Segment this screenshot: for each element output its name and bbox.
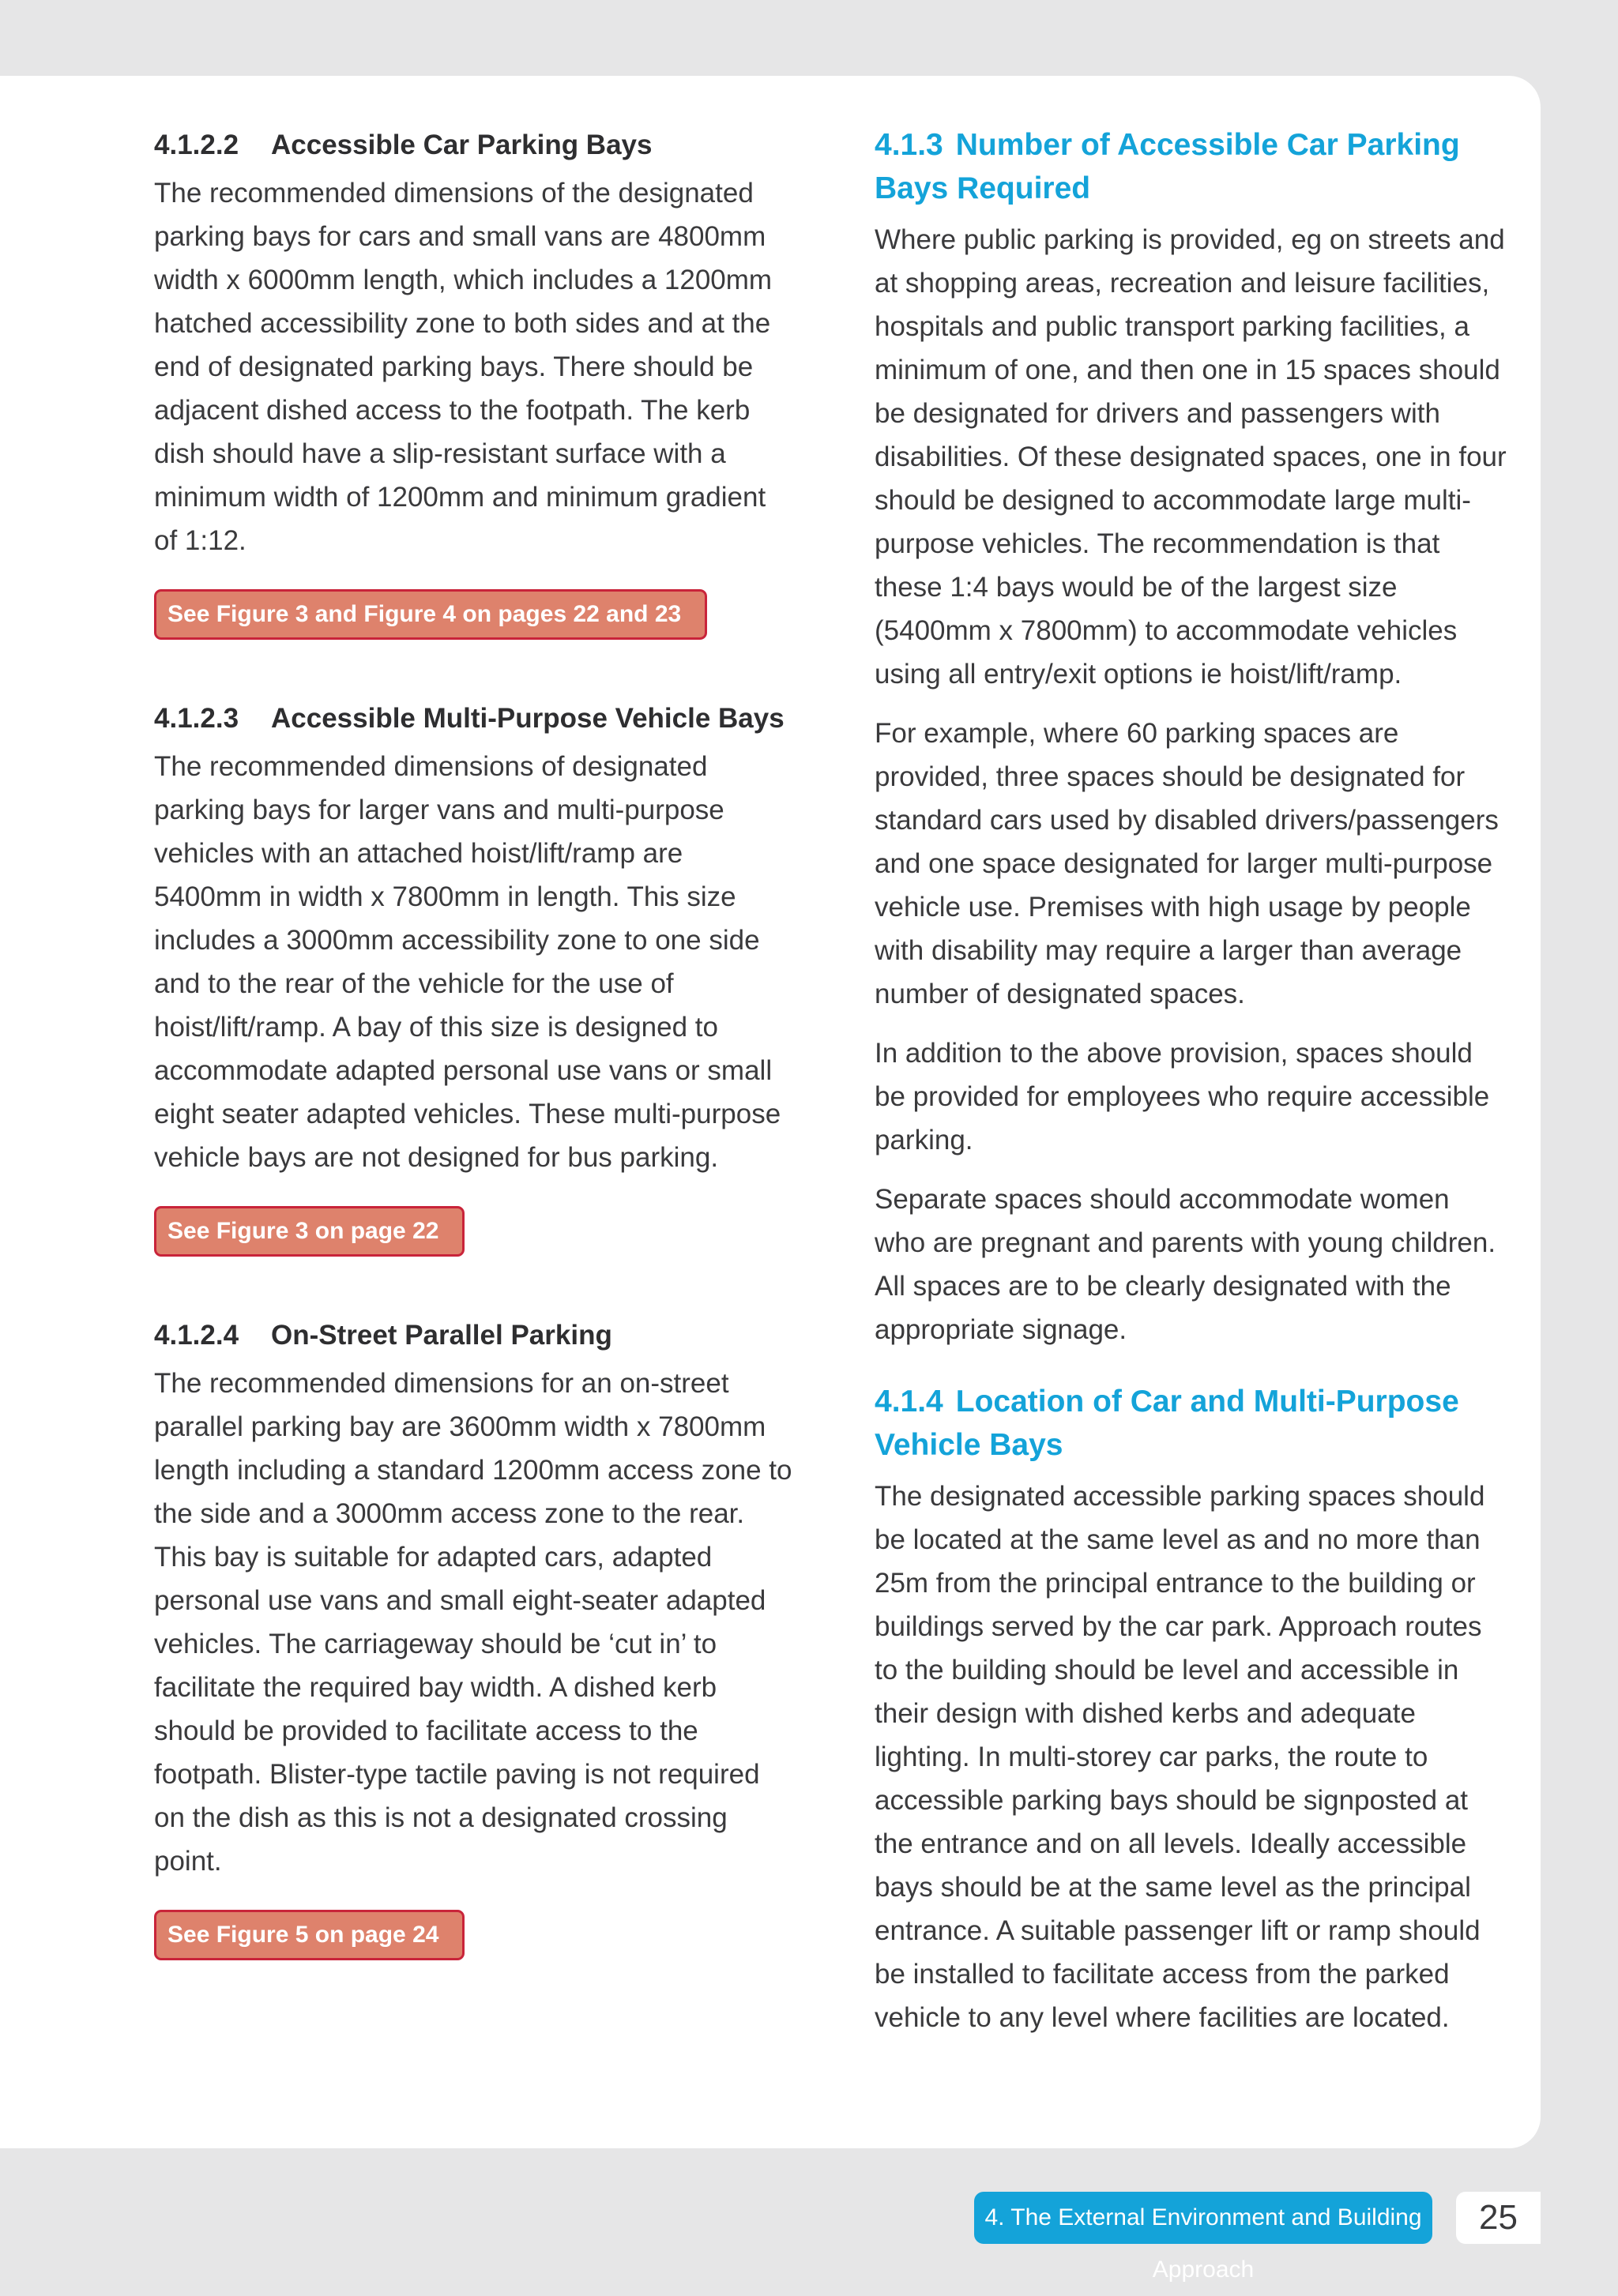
right-column bbox=[875, 123, 1507, 2055]
paragraph: Where public parking is provided, eg on streets and at shopping areas, recreation and leisure facilities, hospitals and public transport parking facilities, a minimum of one, and then one in 15 spaces should be designated for drivers and passengers with disabilities. Of these designated spaces, one in four should be designed to accommodate large multi-purpose vehicles. The recommendation is that these 1:4 bays would be of the largest size (5400mm x 7800mm) to accommodate vehicles using all entry/exit options ie hoist/lift/ramp. bbox=[875, 224, 1507, 690]
paragraph: In addition to the above provision, spaces should be provided for employees who require accessible parking. bbox=[875, 1038, 1490, 1156]
subsection-number: 4.1.2.3 bbox=[154, 703, 239, 734]
subsection-heading-4-1-2-3 bbox=[154, 697, 794, 740]
subsection-number: 4.1.2.2 bbox=[154, 130, 239, 160]
figure-reference-link[interactable]: See Figure 5 on page 24 bbox=[154, 1910, 465, 1960]
section-heading-4-1-3 bbox=[875, 123, 1507, 210]
section-4-1-2-3 bbox=[154, 697, 794, 1313]
section-heading-4-1-4 bbox=[875, 1380, 1507, 1467]
paragraph: For example, where 60 parking spaces are provided, three spaces should be designated for standard cars used by disabled drivers/passengers and one space designated for larger multi-purpose vehicle use. Premises with high usage by people with disability may require a larger than average number of designated spaces. bbox=[875, 718, 1499, 1009]
subsection-number: 4.1.2.4 bbox=[154, 1320, 239, 1351]
footer-chapter-label: 4. The External Environment and Building Approach bbox=[974, 2192, 1432, 2244]
subsection-heading-4-1-2-2 bbox=[154, 123, 794, 167]
subsection-title: Accessible Car Parking Bays bbox=[271, 130, 653, 160]
subsection-title: On-Street Parallel Parking bbox=[271, 1320, 612, 1351]
subsection-heading-4-1-2-4 bbox=[154, 1313, 794, 1357]
page-content bbox=[0, 76, 1541, 2148]
section-4-1-2-4 bbox=[154, 1313, 794, 2017]
subsection-title: Accessible Multi-Purpose Vehicle Bays bbox=[271, 703, 785, 734]
section-4-1-4 bbox=[875, 1380, 1507, 2039]
paragraph: Separate spaces should accommodate women who are pregnant and parents with young children. All spaces are to be clearly designated with the appropriate signage. bbox=[875, 1184, 1496, 1345]
left-column bbox=[154, 123, 794, 2017]
section-title: Number of Accessible Car Parking Bays Required bbox=[875, 128, 1460, 205]
paragraph: The designated accessible parking spaces should be located at the same level as and no more than 25m from the principal entrance to the building or buildings served by the car park. Approach routes to the building should be level and accessible in their design with dished kerbs and adequate lighting. In multi-storey car parks, the route to accessible parking bays should be signposted at the entrance and on all levels. Ideally accessible bays should be at the same level as the principal entrance. A suitable passenger lift or ramp should be installed to facilitate access from the parked vehicle to any level where facilities are located. bbox=[875, 1481, 1485, 2033]
figure-reference-link[interactable]: See Figure 3 and Figure 4 on pages 22 and 23 bbox=[154, 589, 707, 640]
paragraph: The recommended dimensions of the designated parking bays for cars and small vans are 4800mm width x 6000mm length, which includes a 1200mm hatched accessibility zone to both sides and at the end of designated parking bays. There should be adjacent dished access to the footpath. The kerb dish should have a slip-resistant surface with a minimum width of 1200mm and minimum gradient of 1:12. bbox=[154, 178, 773, 556]
paragraph: The recommended dimensions of designated parking bays for larger vans and multi-purpose vehicles with an attached hoist/lift/ramp are 5400mm in width x 7800mm in length. This size includes a 3000mm accessibility zone to one side and to the rear of the vehicle for the use of hoist/lift/ramp. A bay of this size is designed to accommodate adapted personal use vans or small eight seater adapted vehicles. These multi-purpose vehicle bays are not designed for bus parking. bbox=[154, 751, 781, 1173]
section-4-1-2-2 bbox=[154, 123, 794, 697]
section-4-1-3 bbox=[875, 123, 1507, 1351]
section-number: 4.1.4 bbox=[875, 1385, 943, 1419]
paragraph: The recommended dimensions for an on-street parallel parking bay are 3600mm width x 7800mm length including a standard 1200mm access zone to the side and a 3000mm access zone to the rear. This bay is suitable for adapted cars, adapted personal use vans and small eight-seater adapted vehicles. The carriageway should be ‘cut in’ to facilitate the required bay width. A dished kerb should be provided to facilitate access to the footpath. Blister-type tactile paving is not required on the dish as this is not a designated crossing point. bbox=[154, 1368, 792, 1877]
page-number: 25 bbox=[1456, 2192, 1541, 2244]
section-title: Location of Car and Multi-Purpose Vehicle Bays bbox=[875, 1385, 1459, 1462]
section-number: 4.1.3 bbox=[875, 128, 943, 162]
figure-reference-link[interactable]: See Figure 3 on page 22 bbox=[154, 1206, 465, 1257]
